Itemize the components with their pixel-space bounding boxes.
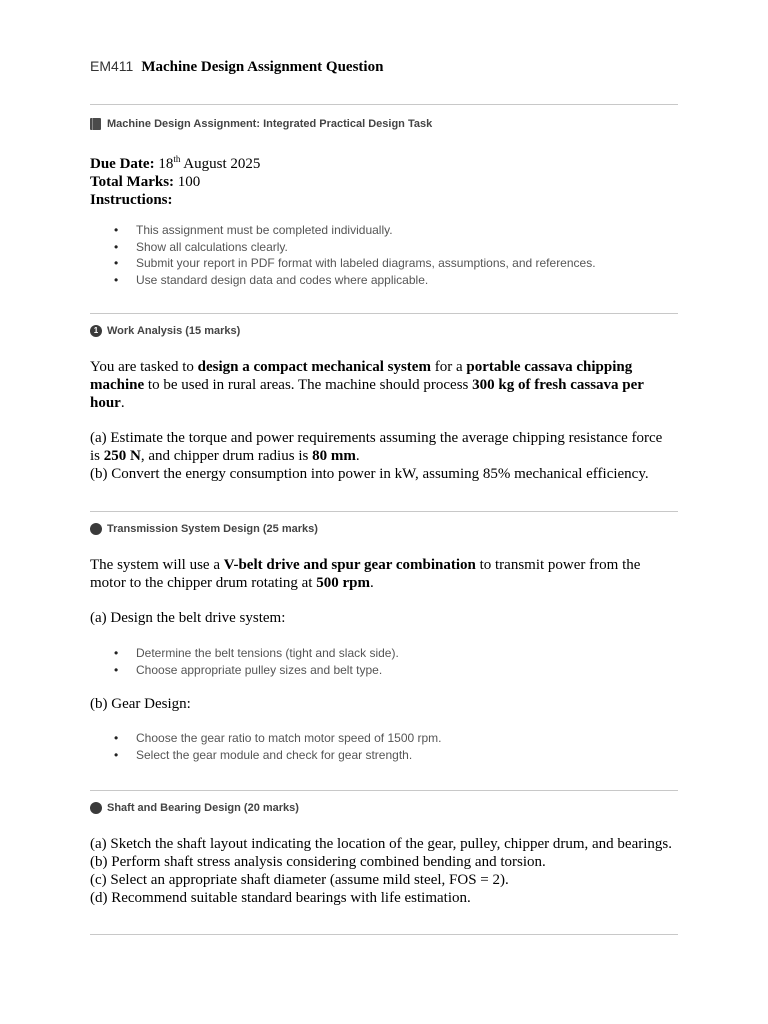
number-one-icon: 1 (90, 325, 102, 337)
circle-icon (90, 523, 102, 535)
list-item: • Choose appropriate pulley sizes and belt type. (90, 662, 399, 679)
instructions-label: Instructions: (90, 192, 173, 208)
divider (90, 511, 678, 512)
document-title: Machine Design Assignment Question (141, 59, 384, 75)
section-1-questions: (a) Estimate the torque and power requirements assuming the average chipping resistance force is 250 N, and chipper drum radius is 80 mm. (b) Convert the energy consumption into power in kW, assuming 85% mechanical efficiency. (90, 430, 663, 482)
divider (90, 313, 678, 314)
list-item: • Select the gear module and check for gear strength. (90, 747, 442, 764)
course-code: EM411 (90, 58, 134, 74)
section-1-intro: You are tasked to design a compact mechanical system for a portable cassava chipping machine to be used in rural areas. The machine should process 300 kg of fresh cassava per hour. (90, 359, 644, 411)
list-item: • Submit your report in PDF format with labeled diagrams, assumptions, and references. (90, 255, 596, 272)
list-item: • This assignment must be completed individually. (90, 222, 596, 239)
document-header (90, 58, 383, 76)
list-item: • Show all calculations clearly. (90, 239, 596, 256)
list-item: • Use standard design data and codes where applicable. (90, 272, 596, 289)
section-3-questions: (a) Sketch the shaft layout indicating the location of the gear, pulley, chipper drum, and bearings. (b) Perform shaft stress analysis considering combined bending and torsion. (c) Select an appropriate shaft diameter (assume mild steel, FOS = 2). (d) Recommend suitable standard bearings with life estimation. (90, 836, 672, 906)
divider (90, 934, 678, 935)
book-icon (90, 118, 101, 130)
list-item: • Determine the belt tensions (tight and slack side). (90, 645, 399, 662)
gear-design-list (90, 730, 442, 763)
section-1-heading: 1 Work Analysis (15 marks) (90, 325, 240, 337)
assignment-heading: Machine Design Assignment: Integrated Practical Design Task (90, 118, 432, 130)
due-date: Due Date: 18th August 2025 (90, 154, 261, 172)
list-item: • Choose the gear ratio to match motor speed of 1500 rpm. (90, 730, 442, 747)
instructions-list (90, 222, 596, 288)
section-2-part-b-label: (b) Gear Design: (90, 696, 191, 712)
divider (90, 790, 678, 791)
section-2-intro: The system will use a V-belt drive and spur gear combination to transmit power from the motor to the chipper drum rotating at 500 rpm. (90, 557, 641, 591)
total-marks: Total Marks: 100 (90, 174, 201, 190)
circle-icon (90, 802, 102, 814)
section-2-heading: Transmission System Design (25 marks) (90, 523, 318, 535)
section-3-heading: Shaft and Bearing Design (20 marks) (90, 802, 299, 814)
assignment-meta (90, 150, 260, 209)
section-2-part-a-label: (a) Design the belt drive system: (90, 610, 286, 626)
belt-drive-list (90, 645, 399, 678)
divider (90, 104, 678, 105)
